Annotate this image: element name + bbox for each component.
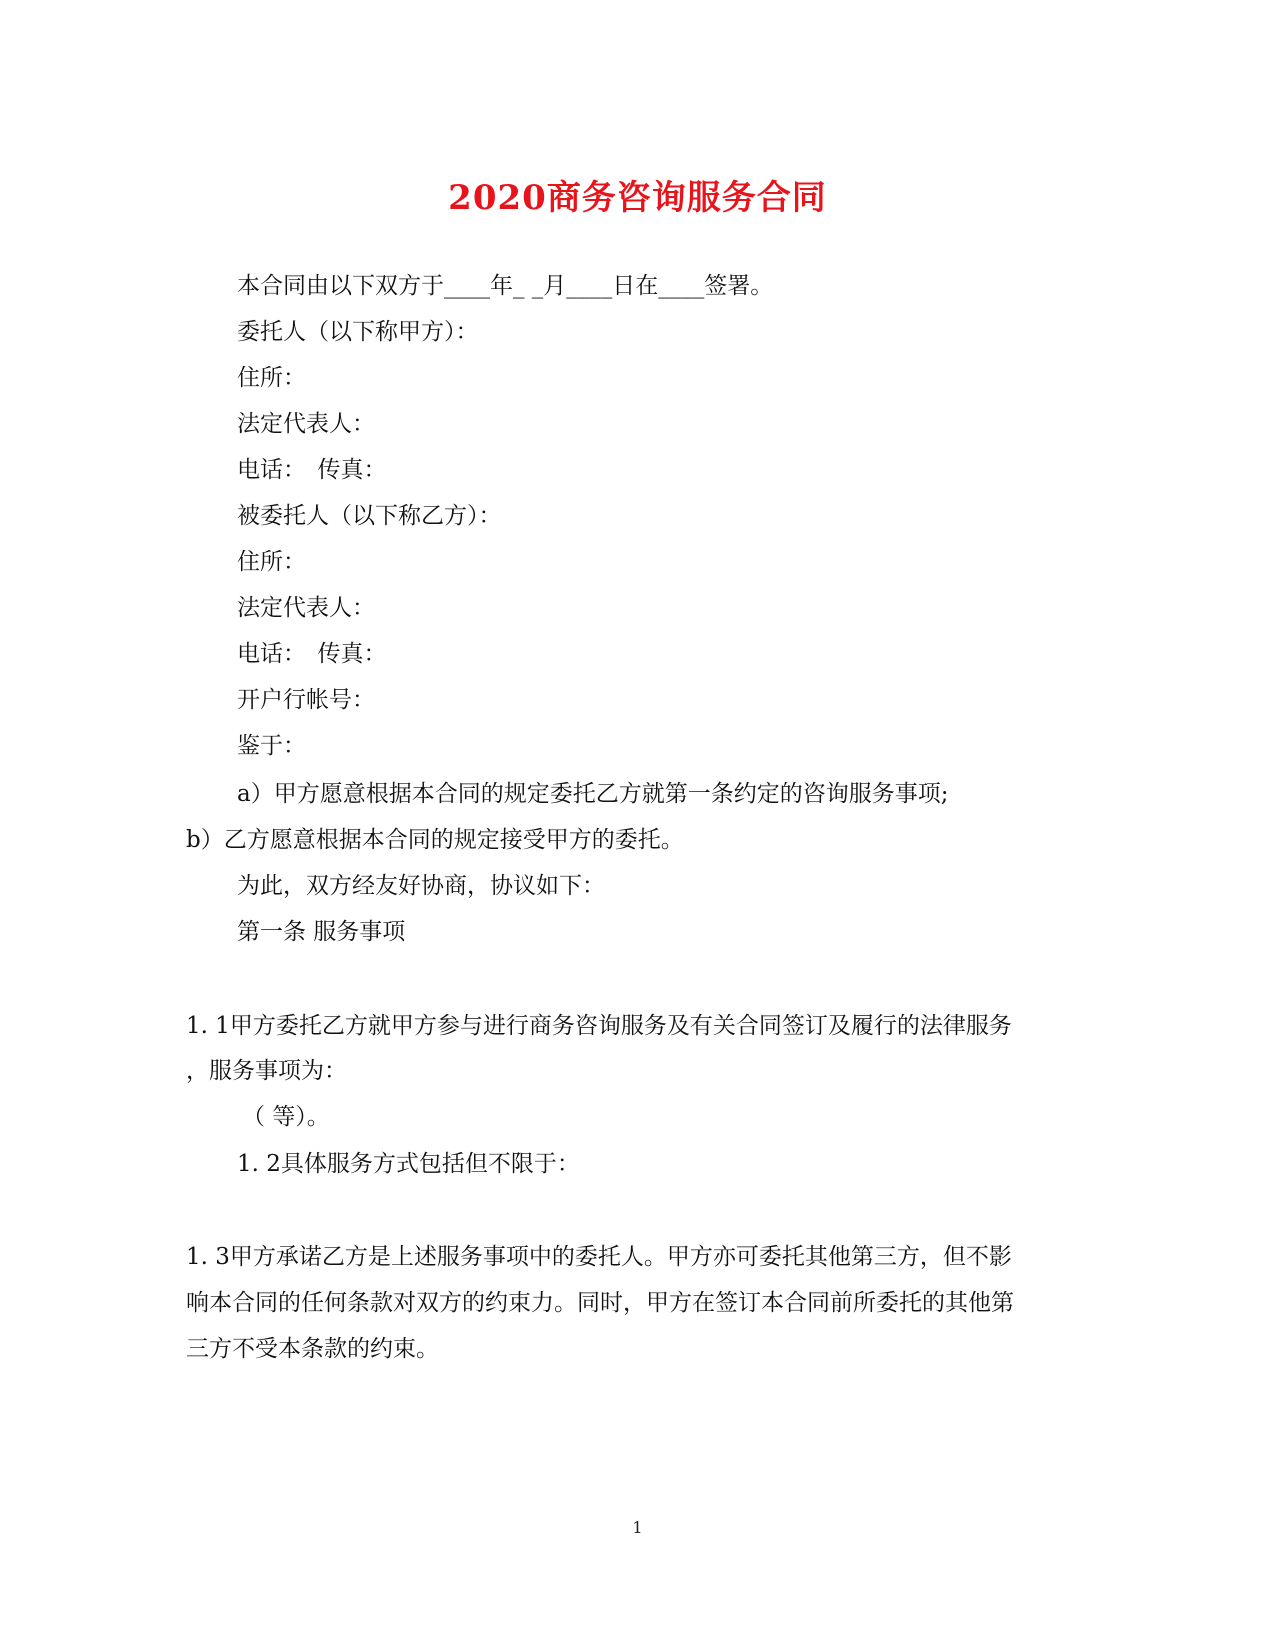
- article-one-heading: 第一条 服务事项: [237, 919, 406, 945]
- party-a-phone-fax: 电话： 传真：: [237, 457, 387, 483]
- whereas-item-b: b）乙方愿意根据本合同的规定接受甲方的委托。: [186, 827, 684, 853]
- party-a-legal-rep: 法定代表人：: [237, 411, 375, 437]
- document-title: 2020商务咨询服务合同: [448, 178, 827, 218]
- signing-line: 本合同由以下双方于____年_ _月____日在____签署。: [237, 273, 774, 299]
- clause-1-1-line-2: ，服务事项为：: [186, 1058, 347, 1084]
- party-a-heading: 委托人（以下称甲方）：: [237, 319, 479, 345]
- page-number: 1: [632, 1518, 643, 1537]
- clause-1-3-line-3: 三方不受本条款的约束。: [186, 1336, 439, 1362]
- agreement-intro: 为此，双方经友好协商，协议如下：: [237, 873, 605, 899]
- party-b-phone-fax: 电话： 传真：: [237, 641, 387, 667]
- clause-1-1-line-1: 1. 1甲方委托乙方就甲方参与进行商务咨询服务及有关合同签订及履行的法律服务: [186, 1013, 1012, 1039]
- clause-1-3-line-2: 响本合同的任何条款对双方的约束力。同时，甲方在签订本合同前所委托的其他第: [186, 1290, 1014, 1316]
- party-b-bank-account: 开户行帐号：: [237, 687, 375, 713]
- party-b-heading: 被委托人（以下称乙方）：: [237, 503, 502, 529]
- whereas-heading: 鉴于：: [237, 733, 306, 759]
- party-b-address: 住所：: [237, 549, 306, 575]
- party-a-address: 住所：: [237, 365, 306, 391]
- clause-1-3-line-1: 1. 3甲方承诺乙方是上述服务事项中的委托人。甲方亦可委托其他第三方，但不影: [186, 1244, 1012, 1270]
- party-b-legal-rep: 法定代表人：: [237, 595, 375, 621]
- clause-1-1-items: （ 等）。: [242, 1104, 330, 1130]
- whereas-item-a: a）甲方愿意根据本合同的规定委托乙方就第一条约定的咨询服务事项;: [237, 781, 949, 807]
- clause-1-2: 1. 2具体服务方式包括但不限于：: [237, 1151, 580, 1177]
